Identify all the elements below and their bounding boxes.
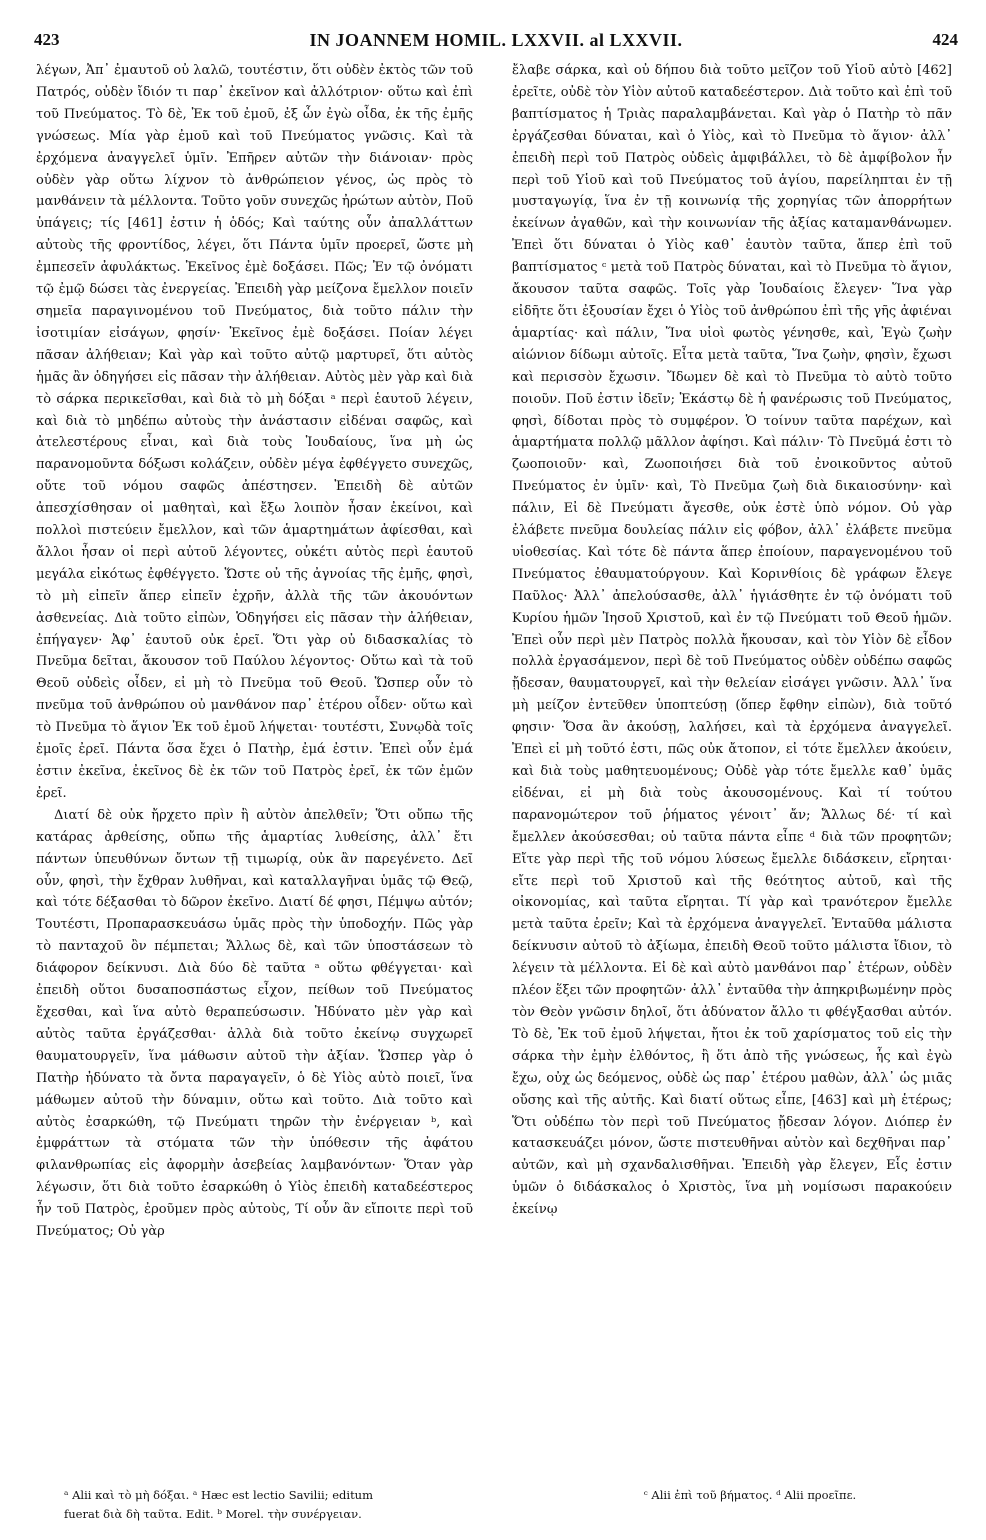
footnote-line: ᵃ Alii καὶ τὸ μὴ δόξαι. ᵃ Hæc est lectio Savilii; editum — [64, 1488, 373, 1502]
footnotes-right — [540, 1486, 960, 1530]
footnote-line: fuerat διὰ δὴ ταῦτα. Edit. ᵇ Morel. τὴν συνέργειαν. — [64, 1507, 362, 1521]
footnotes-left — [64, 1486, 484, 1530]
footnote-line: ᶜ Alii ἐπὶ τοῦ βήματος. ᵈ Alii προεῖπε. — [643, 1488, 857, 1502]
running-header — [34, 30, 958, 58]
left-paragraph-2: Διατί δὲ οὐκ ἤρχετο πρὶν ἢ αὐτὸν ἀπελθεῖν; Ὅτι οὔπω τῆς κατάρας ἀρθείσης, οὔπω τῆς ἁμαρτίας λυθείσης, ἀλλ᾽ ἔτι πάντων ὑπευθύνων ὄντων τῇ τιμωρίᾳ, οὐκ ἂν παρεγένετο. Δεῖ οὖν, φησὶ, τὴν ἔχθραν λυθῆναι, καὶ καταλλαγῆναι ὑμᾶς τῷ Θεῷ, καὶ τότε δέξασθαι τὸ δῶρον ἐκεῖνο. Διατί δέ φησι, Πέμψω αὐτόν; Τουτέστι, Προπαρασκευάσω ὑμᾶς πρὸς τὴν ὑποδοχήν. Πῶς γὰρ τὸ πανταχοῦ ὂν πέμπεται; Ἄλλως δὲ, καὶ τῶν ὑποστάσεων τὸ διάφορον δείκνυσι. Διὰ δύο δὲ ταῦτα ᵃ οὕτω φθέγγεται· καὶ ἐπειδὴ οὕτοι δυσαποσπάστως εἶχον, πείθων τοῦ Πνεύματος ἔχεσθαι, καὶ ἵνα αὐτὸ θεραπεύσωσιν. Ἠδύνατο μὲν γὰρ καὶ αὐτὸς ταῦτα ἐργάζεσθαι· ἀλλὰ διὰ τοῦτο ἐκείνῳ συγχωρεῖ θαυματουργεῖν, ἵνα μάθωσιν αὐτοῦ τὴν ἀξίαν. Ὥσπερ γὰρ ὁ Πατὴρ ἠδύνατο τὰ ὄντα παραγαγεῖν, ὁ δὲ Υἱὸς αὐτὸ ποιεῖ, ἵνα μάθωμεν αὐτοῦ τὴν δύναμιν, οὕτω καὶ τοῦτο. Διὰ τοῦτο καὶ αὐτὸς ἐσαρκώθη, τῷ Πνεύματι τηρῶν τὴν ἐνέργειαν ᵇ, καὶ ἐμφράττων τὰ στόματα τῶν τὴν ὑπόθεσιν τῆς ἀφάτου φιλανθρωπίας εἰς ἀφορμὴν ἀσεβείας λαμβανόντων· Ὅταν γὰρ λέγωσιν, ὅτι διὰ τοῦτο ἐσαρκώθη ὁ Υἱὸς ἐπειδὴ καταδεέστερος ἦν τοῦ Πατρὸς, ἐροῦμεν πρὸς αὐτοὺς, Τί οὖν ἂν εἴποιτε περὶ τοῦ Πνεύματος; Οὐ γὰρ — [36, 807, 473, 1240]
left-column — [36, 60, 473, 1472]
page-number-right: 424 — [932, 30, 958, 49]
left-paragraph-1: λέγων, Ἀπ᾽ ἐμαυτοῦ οὐ λαλῶ, τουτέστιν, ὅτι οὐδὲν ἐκτὸς τῶν τοῦ Πατρός, οὐδὲν ἴδιόν τι παρ᾽ ἐκεῖνον καὶ ἀλλότριον· οὕτω καὶ ἐπὶ τοῦ Πνεύματος. Τὸ δὲ, Ἐκ τοῦ ἐμοῦ, ἐξ ὧν ἐγὼ οἶδα, ἐκ τῆς ἐμῆς γνώσεως. Μία γὰρ ἐμοῦ καὶ τοῦ Πνεύματος γνῶσις. Καὶ τὰ ἐρχόμενα ἀναγγελεῖ ὑμῖν. Ἐπῆρεν αὐτῶν τὴν διάνοιαν· πρὸς οὐδὲν γὰρ οὕτω λίχνον τὸ ἀνθρώπειον γένος, ὡς πρὸς τὸ μανθάνειν τὰ μέλλοντα. Τοῦτο γοῦν συνεχῶς ἠρώτων αὐτὸν, Ποῦ ὑπάγεις; τίς [461] ἐστιν ἡ ὁδός; Καὶ ταύτης οὖν ἀπαλλάττων αὐτοὺς τῆς φροντίδος, λέγει, ὅτι Πάντα ὑμῖν προερεῖ, ὥστε μὴ ἐμπεσεῖν ἀφυλάκτως. Ἐκεῖνος ἐμὲ δοξάσει. Πῶς; Ἐν τῷ ὀνόματι τῷ ἐμῷ δώσει τὰς ἐνεργείας. Ἐπειδὴ γὰρ μείζονα ἔμελλον ποιεῖν σημεῖα παραγινομένου τοῦ Πνεύματος, διὰ τοῦτο πάλιν τὴν ἰσοτιμίαν εἰσάγων, φησίν· Ἐκεῖνος ἐμὲ δοξάσει. Ποίαν λέγει πᾶσαν ἀλήθειαν; Καὶ γὰρ καὶ τοῦτο αὐτῷ μαρτυρεῖ, ὅτι αὐτὸς ἡμᾶς ἂν ὁδηγήσει εἰς πᾶσαν τὴν ἀλήθειαν. Αὐτὸς μὲν γὰρ καὶ διὰ τὸ σάρκα περικεῖσθαι, καὶ διὰ τὸ μὴ δόξαι ᵃ περὶ ἑαυτοῦ λέγειν, καὶ διὰ τὸ μηδέπω αὐτοὺς τὴν ἀνάστασιν εἰδέναι σαφῶς, καὶ ἀτελεστέρους εἶναι, καὶ διὰ τοὺς Ἰουδαίους, ἵνα μὴ ὡς παρανομοῦντα δόξωσι κολάζειν, οὐδὲν μέγα ἐφθέγγετο συνεχῶς, οὔτε τοῦ νόμου σαφῶς ἀπέστησεν. Ἐπειδὴ δὲ αὐτῶν ἀπεσχίσθησαν οἱ μαθηταὶ, καὶ ἔξω λοιπὸν ἦσαν ἐκείνοι, καὶ πολλοὶ πιστεύειν ἔμελλον, καὶ τῶν ἁμαρτημάτων ἀφίεσθαι, καὶ ἄλλοι ἦσαν οἱ περὶ αὐτοῦ λέγοντες, οὐκέτι αὐτὸς περὶ ἑαυτοῦ μεγάλα εἰκότως ἐφθέγγετο. Ὥστε οὐ τῆς ἀγνοίας τῆς ἐμῆς, φησὶ, τὸ μὴ εἰπεῖν ἅπερ εἰπεῖν ἐχρῆν, ἀλλὰ τῆς τῶν ἀκουόντων ἀσθενείας. Διὰ τοῦτο εἰπὼν, Ὁδηγήσει εἰς πᾶσαν τὴν ἀλήθειαν, ἐπήγαγεν· Ἀφ᾽ ἑαυτοῦ οὐκ ἐρεῖ. Ὅτι γὰρ οὐ διδασκαλίας τὸ Πνεῦμα δεῖται, ἄκουσον τοῦ Παύλου λέγοντος· Οὕτω καὶ τὰ τοῦ Θεοῦ οὐδεὶς οἶδεν, εἰ μὴ τὸ Πνεῦμα τοῦ Θεοῦ. Ὥσπερ οὖν τὸ πνεῦμα τοῦ ἀνθρώπου οὐ μανθάνον παρ᾽ ἑτέρου οἶδεν· οὕτω καὶ τὸ Πνεῦμα τὸ ἅγιον Ἐκ τοῦ ἐμοῦ λήψεται· τουτέστι, Συνῳδὰ τοῖς ἐμοῖς ἐρεῖ. Πάντα ὅσα ἔχει ὁ Πατὴρ, ἐμά ἐστιν. Ἐπεὶ οὖν ἐμά ἐστιν ἐκεῖνα, ἐκεῖνος δὲ ἐκ τῶν τοῦ Πατρὸς ἐρεῖ, ἐκ τῶν ἐμῶν ἐρεῖ. — [36, 63, 473, 801]
running-title: IN JOANNEM HOMIL. LXXVII. al LXXVII. — [309, 30, 683, 50]
page-number-left: 423 — [34, 30, 60, 49]
right-paragraph-1: ἔλαβε σάρκα, καὶ οὐ δήπου διὰ τοῦτο μεῖζον τοῦ Υἱοῦ αὐτὸ [462] ἐρεῖτε, οὐδὲ τὸν Υἱὸν αὐτοῦ καταδεέστερον. Διὰ τοῦτο καὶ ἐπὶ τοῦ βαπτίσματος ἡ Τριὰς παραλαμβάνεται. Καὶ γὰρ ὁ Πατὴρ τὸ πᾶν ἐργάζεσθαι δύναται, καὶ ὁ Υἱὸς, καὶ τὸ Πνεῦμα τὸ ἅγιον· ἀλλ᾽ ἐπειδὴ περὶ τοῦ Πατρὸς οὐδεὶς ἀμφιβάλλει, τὸ δὲ ἀμφίβολον ἦν περὶ τοῦ Υἱοῦ καὶ τοῦ Πνεύματος τοῦ ἁγίου, παρείληπται ἐν τῇ μυσταγωγίᾳ, ἵνα ἐν τῇ κοινωνίᾳ τῆς χορηγίας τῶν ἀπορρήτων ἐκείνων ἀγαθῶν, καὶ τὴν κοινωνίαν τῆς ἀξίας καταμανθάνωμεν. Ἐπεὶ ὅτι δύναται ὁ Υἱὸς καθ᾽ ἑαυτὸν ταῦτα, ἅπερ ἐπὶ τοῦ βαπτίσματος ᶜ μετὰ τοῦ Πατρὸς δύναται, καὶ τὸ Πνεῦμα τὸ ἅγιον, ἄκουσον ταῦτα σαφῶς. Τοῖς γὰρ Ἰουδαίοις ἔλεγεν· Ἵνα γὰρ εἰδῆτε ὅτι ἐξουσίαν ἔχει ὁ Υἱὸς τοῦ ἀνθρώπου ἐπὶ τῆς γῆς ἀφιέναι ἁμαρτίας· καὶ πάλιν, Ἵνα υἱοὶ φωτὸς γένησθε, καὶ, Ἐγὼ ζωὴν αἰώνιον δίδωμι αὐτοῖς. Εἶτα μετὰ ταῦτα, Ἵνα ζωὴν, φησὶν, ἔχωσι καὶ περισσὸν ἔχωσιν. Ἴδωμεν δὲ καὶ τὸ Πνεῦμα τὸ αὐτὸ τοῦτο ποιοῦν. Ποῦ ἐστιν ἰδεῖν; Ἑκάστῳ δὲ ἡ φανέρωσις τοῦ Πνεύματος, φησὶ, δίδοται πρὸς τὸ συμφέρον. Ὁ τοίνυν ταῦτα παρέχων, καὶ ἁμαρτήματα πολλῷ μᾶλλον ἀφίησι. Καὶ πάλιν· Τὸ Πνεῦμά ἐστι τὸ ζωοποιοῦν· καὶ, Ζωοποιήσει διὰ τοῦ ἐνοικοῦντος αὐτοῦ Πνεύματος ἐν ὑμῖν· καὶ, Τὸ Πνεῦμα ζωὴ διὰ δικαιοσύνην· καὶ πάλιν, Εἰ δὲ Πνεύματι ἄγεσθε, οὐκ ἐστὲ ὑπὸ νόμον. Οὐ γὰρ ἐλάβετε πνεῦμα δουλείας πάλιν εἰς φόβον, ἀλλ᾽ ἐλάβετε πνεῦμα υἱοθεσίας. Καὶ τότε δὲ πάντα ἅπερ ἐποίουν, παραγενομένου τοῦ Πνεύματος ἐθαυματούργουν. Καὶ Κορινθίοις δὲ γράφων ἔλεγε Παῦλος· Ἀλλ᾽ ἀπελούσασθε, ἀλλ᾽ ἡγιάσθητε ἐν τῷ ὀνόματι τοῦ Κυρίου ἡμῶν Ἰησοῦ Χριστοῦ, καὶ ἐν τῷ Πνεύματι τοῦ Θεοῦ ἡμῶν. Ἐπεὶ οὖν περὶ μὲν Πατρὸς πολλὰ ἤκουσαν, καὶ τὸν Υἱὸν δὲ εἶδον πολλὰ ἐργασάμενον, περὶ δὲ τοῦ Πνεύματος οὐδὲν οὐδέπω σαφῶς ᾔδεσαν, θαυματουργεῖ, καὶ τὴν θελείαν εἰσάγει γνῶσιν. Ἀλλ᾽ ἵνα μὴ μείζον ἐντεῦθεν ὑποπτεύσῃ (ὅπερ ἔφθην εἰπὼν), διὰ τοῦτό φησιν· Ὅσα ἂν ἀκούσῃ, λαλήσει, καὶ τὰ ἐρχόμενα ἀναγγελεῖ. Ἐπεὶ εἰ μὴ τοῦτό ἐστι, πῶς οὐκ ἄτοπον, εἰ τότε ἔμελλεν ἀκούειν, καὶ διὰ τοὺς μαθητευομένους; Οὐδὲ γὰρ τότε ἔμελλε καθ᾽ ὑμᾶς εἰδέναι, εἰ μὴ διὰ τοὺς ἀκουσομένους. Καὶ τί τούτου παρανομώτερον τοῦ ῥήματος γένοιτ᾽ ἄν; Ἄλλως δέ· τί καὶ ἔμελλεν ἀκούσεσθαι; οὐ ταῦτα πάντα εἶπε ᵈ διὰ τῶν προφητῶν; Εἴτε γὰρ περὶ τῆς τοῦ νόμου λύσεως ἔμελλε διδάσκειν, εἴρηται· εἴτε περὶ τοῦ Χριστοῦ καὶ τῆς θεότητος αὐτοῦ, καὶ τῆς οἰκονομίας, καὶ ταῦτα εἴρηται. Τί γὰρ καὶ τρανότερον ἔμελλε μετὰ ταῦτα ἐρεῖν; Καὶ τὰ ἐρχόμενα ἀναγγελεῖ. Ἐνταῦθα μάλιστα δείκνυσιν αὐτοῦ τὸ ἀξίωμα, ἐπειδὴ Θεοῦ τοῦτο μάλιστα ἴδιον, τὸ λέγειν τὰ μέλλοντα. Εἰ δὲ καὶ αὐτὸ μανθάνοι παρ᾽ ἑτέρων, οὐδὲν πλέον ἕξει τῶν προφητῶν· ἀλλ᾽ ἐνταῦθα τὴν ἀπηκριβωμένην πρὸς τὸν Θεὸν γνῶσιν δηλοῖ, ὅτι ἀδύνατον ἄλλο τι φθέγξασθαι αὐτόν. Τὸ δὲ, Ἐκ τοῦ ἐμοῦ λήψεται, ἤτοι ἐκ τοῦ χαρίσματος τοῦ εἰς τὴν σάρκα τὴν ἐμὴν ἐλθόντος, ἢ ὅτι ἀπὸ τῆς γνώσεως, ἧς καὶ ἐγὼ ἔχω, οὐχ ὡς δεόμενος, οὐδὲ ὡς παρ᾽ ἑτέρου μαθὼν, ἀλλ᾽ ὡς μιᾶς οὔσης καὶ τῆς αὐτῆς. Καὶ διατί οὕτως εἶπε, [463] καὶ μὴ ἑτέρως; Ὅτι οὐδέπω τὸν περὶ τοῦ Πνεύματος ᾔδεσαν λόγον. Διόπερ ἐν κατασκευάζει μόνον, ὥστε πιστευθῆναι αὐτὸν καὶ δεχθῆναι παρ᾽ αὐτῶν, καὶ μὴ σχανδαλισθῆναι. Ἐπειδὴ γὰρ ἔλεγεν, Εἷς ἐστιν ὑμῶν ὁ διδάσκαλος ὁ Χριστὸς, ἵνα μὴ νομίσωσι παρακούειν ἐκείνῳ — [512, 63, 952, 1218]
right-column — [512, 60, 952, 1472]
